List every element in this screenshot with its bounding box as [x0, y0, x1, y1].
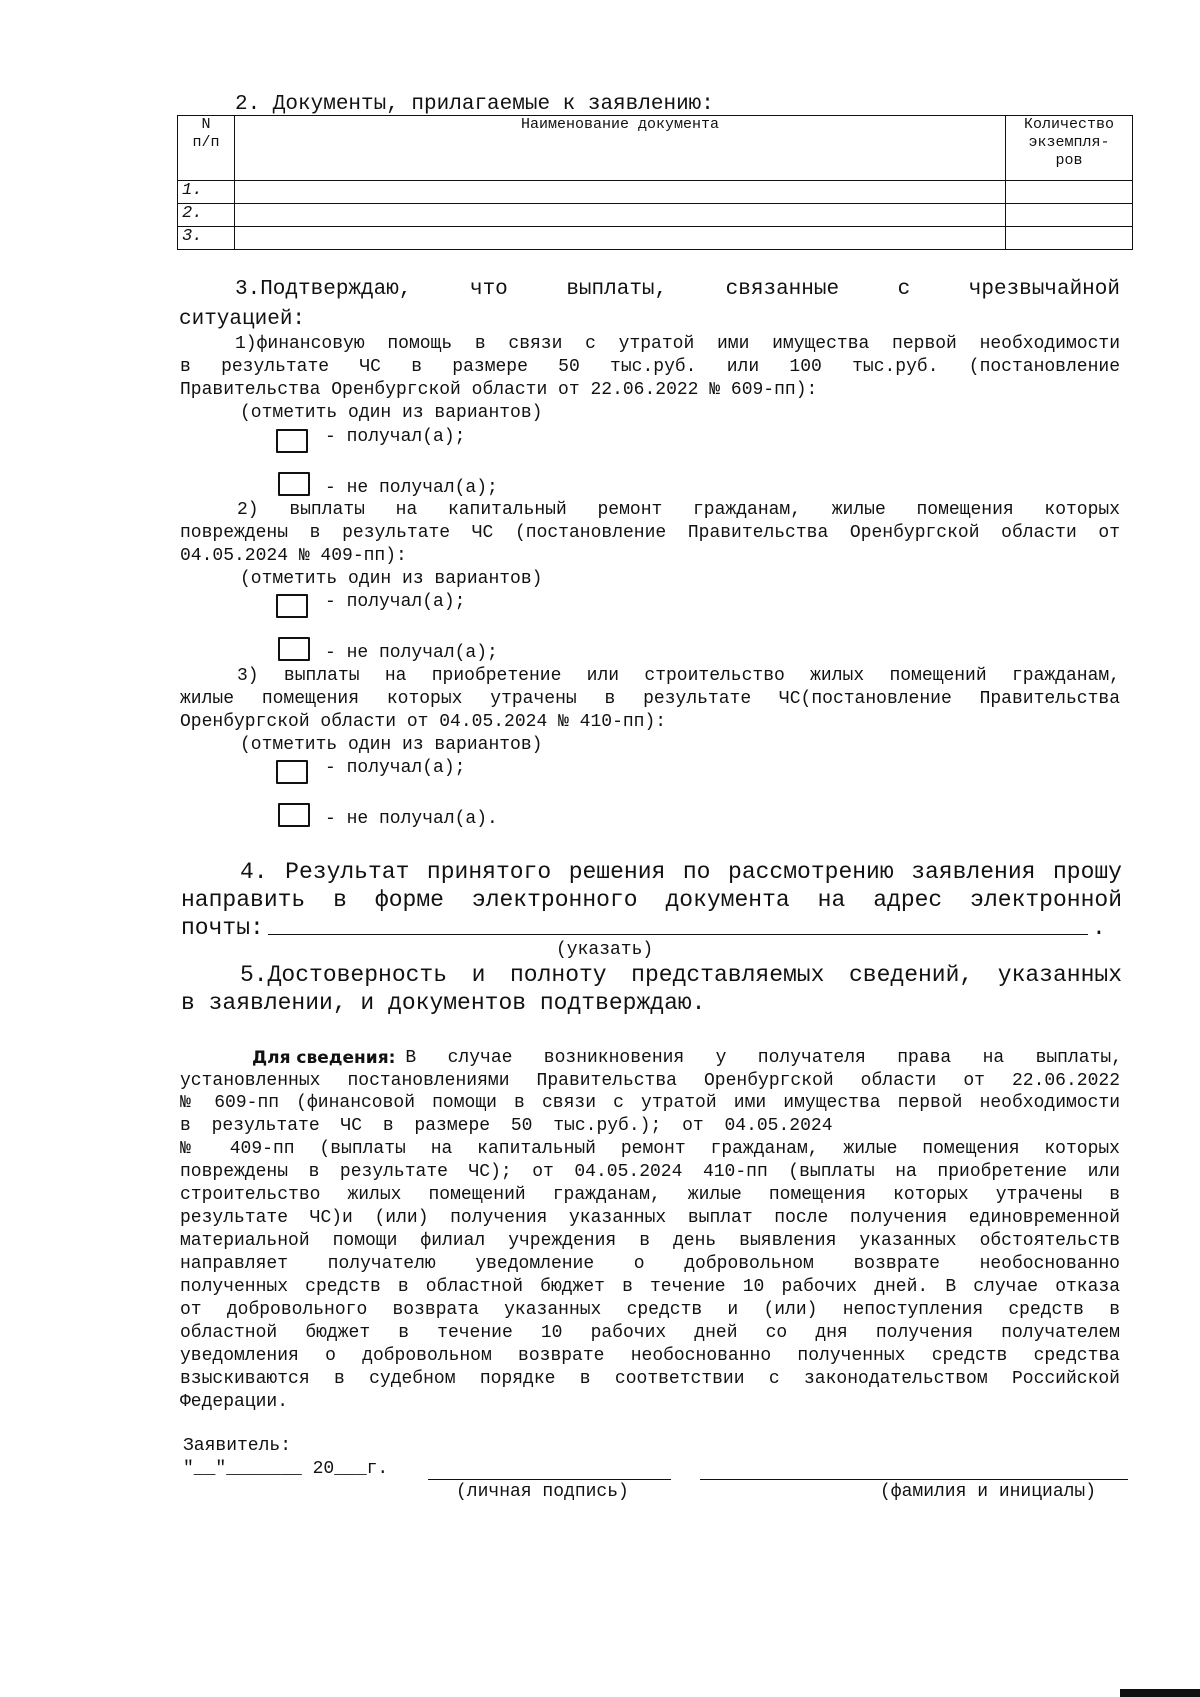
- section4-line1: 4. Результат принятого решения по рассмотрению заявления прошу: [240, 859, 1122, 885]
- col-num-header: [178, 116, 235, 181]
- section5-line2: в заявлении, и документов подтверждаю.: [181, 990, 706, 1016]
- item3-line1: 3) выплаты на приобретение или строительство жилых помещений гражданам,: [237, 666, 1120, 686]
- signature-line[interactable]: [428, 1479, 671, 1480]
- col-qty-l1: Количество: [1023, 116, 1114, 133]
- info-line: полученных средств в областной бюджет в течение 10 рабочих дней. В случае отказа: [180, 1277, 1120, 1297]
- section3-intro-line1: [235, 278, 1120, 301]
- item2-received-checkbox[interactable]: [276, 594, 308, 618]
- item3-received-label: - получал(а);: [325, 758, 466, 778]
- item1-line2: в результате ЧС в размере 50 тыс.руб. или 100 тыс.руб. (постановление: [180, 357, 1120, 377]
- section5-line1: 5.Достоверность и полноту представляемых сведений, указанных: [240, 962, 1122, 988]
- item3-choose-hint: (отметить один из вариантов): [240, 735, 543, 755]
- section4-line3: почты:: [181, 915, 264, 941]
- col-num-l2: п/п: [192, 134, 220, 151]
- row-qty[interactable]: [1006, 227, 1133, 250]
- email-field[interactable]: [268, 934, 1088, 935]
- item1-line1: 1)финансовую помощь в связи с утратой ими имущества первой необходимости: [235, 334, 1120, 354]
- item2-received-label: - получал(а);: [325, 592, 466, 612]
- name-hint: (фамилия и инициалы): [880, 1482, 1097, 1502]
- intro-word: что: [469, 278, 508, 301]
- info-line: повреждены в результате ЧС); от 04.05.2024 410-пп (выплаты на приобретение или: [180, 1162, 1120, 1182]
- info-line: областной бюджет в течение 10 рабочих дней со дня получения получателем: [180, 1323, 1120, 1343]
- signature-hint: (личная подпись): [456, 1482, 629, 1502]
- item3-line2: жилые помещения которых утрачены в результате ЧС(постановление Правительства: [180, 689, 1120, 709]
- section4-line2: направить в форме электронного документа на адрес электронной: [181, 887, 1122, 913]
- item2-not-received-checkbox[interactable]: [278, 637, 310, 661]
- item2-not-received-label: - не получал(а);: [325, 643, 498, 663]
- table-row: [178, 227, 1133, 250]
- col-qty-header: [1006, 116, 1133, 181]
- applicant-label: Заявитель:: [183, 1436, 292, 1456]
- info-line: [180, 1115, 1120, 1137]
- info-line1: [252, 1047, 1122, 1069]
- intro-word: связанные: [725, 278, 840, 301]
- info-line: строительство жилых помещений гражданам, жилые помещения которых утрачены в: [180, 1185, 1120, 1205]
- section4-hint: (указать): [556, 940, 654, 960]
- item1-line3: Правительства Оренбургской области от 22.06.2022 № 609-пп):: [180, 380, 818, 400]
- info-line: направляет получателю уведомление о добровольном возврате необоснованно: [180, 1254, 1120, 1274]
- section3-intro-line2: ситуацией:: [179, 308, 306, 331]
- item3-received-checkbox[interactable]: [276, 760, 308, 784]
- documents-table: [177, 115, 1133, 250]
- table-header-row: [178, 116, 1133, 181]
- info-line: от добровольного возврата указанных средств и (или) непоступления средств в: [180, 1300, 1120, 1320]
- info-line: материальной помощи филиал учреждения в день выявления указанных обстоятельств: [180, 1231, 1120, 1251]
- item2-choose-hint: (отметить один из вариантов): [240, 569, 543, 589]
- item1-not-received-label: - не получал(а);: [325, 478, 498, 498]
- row-number: 2.: [178, 204, 235, 227]
- item1-received-label: - получал(а);: [325, 427, 466, 447]
- info-line: Федерации.: [180, 1392, 289, 1412]
- item1-not-received-checkbox[interactable]: [278, 472, 310, 496]
- section2-heading: 2. Документы, прилагаемые к заявлению:: [235, 93, 714, 116]
- info-line: № 409-пп (выплаты на капитальный ремонт гражданам, жилые помещения которых: [180, 1139, 1120, 1159]
- intro-word: чрезвычайной: [968, 278, 1120, 301]
- row-number: 3.: [178, 227, 235, 250]
- info-line: результате ЧС)и (или) получения указанных выплат после получения единовременной: [180, 1208, 1120, 1228]
- scan-edge-mark: [1120, 1689, 1200, 1697]
- date-field[interactable]: "__"_______ 20___г.: [183, 1459, 389, 1479]
- item1-choose-hint: (отметить один из вариантов): [240, 403, 543, 423]
- intro-word: 3.Подтверждаю,: [235, 278, 412, 301]
- intro-word: с: [897, 278, 911, 301]
- item2-line1: 2) выплаты на капитальный ремонт гражданам, жилые помещения которых: [237, 500, 1120, 520]
- info-line4: в результате ЧС в размере 50 тыс.руб.); от 04.05.2024: [180, 1116, 833, 1136]
- row-number: 1.: [178, 181, 235, 204]
- item3-line3: Оренбургской области от 04.05.2024 № 410-пп):: [180, 712, 667, 732]
- info-line: установленных постановлениями Правительства Оренбургской области от 22.06.2022: [180, 1071, 1120, 1091]
- info-label: Для сведения:: [252, 1048, 396, 1068]
- info-line: уведомления о добровольном возврате необоснованно полученных средств средства: [180, 1346, 1120, 1366]
- info-line: № 609-пп (финансовой помощи в связи с утратой ими имущества первой необходимости: [180, 1093, 1120, 1113]
- table-row: [178, 204, 1133, 227]
- item2-line3: 04.05.2024 № 409-пп):: [180, 546, 407, 566]
- section4-end-dot: .: [1092, 915, 1106, 941]
- row-doc-name[interactable]: [235, 227, 1006, 250]
- col-qty-l2: экземпля-: [1028, 134, 1110, 151]
- item3-not-received-label: - не получал(а).: [325, 809, 498, 829]
- name-line[interactable]: [700, 1479, 1128, 1480]
- row-qty[interactable]: [1006, 204, 1133, 227]
- item1-received-checkbox[interactable]: [276, 429, 308, 453]
- item3-not-received-checkbox[interactable]: [278, 803, 310, 827]
- col-name-header: Наименование документа: [235, 116, 1006, 181]
- row-doc-name[interactable]: [235, 181, 1006, 204]
- intro-word: выплаты,: [566, 278, 668, 301]
- item2-line2: повреждены в результате ЧС (постановление Правительства Оренбургской области от: [180, 523, 1120, 543]
- row-doc-name[interactable]: [235, 204, 1006, 227]
- table-row: [178, 181, 1133, 204]
- row-qty[interactable]: [1006, 181, 1133, 204]
- info-text: В случае возникновения у получателя права на выплаты,: [405, 1048, 1122, 1068]
- col-qty-l3: ров: [1055, 152, 1083, 169]
- info-line: взыскиваются в судебном порядке в соответствии с законодательством Российской: [180, 1369, 1120, 1389]
- col-num-l1: N: [201, 116, 211, 133]
